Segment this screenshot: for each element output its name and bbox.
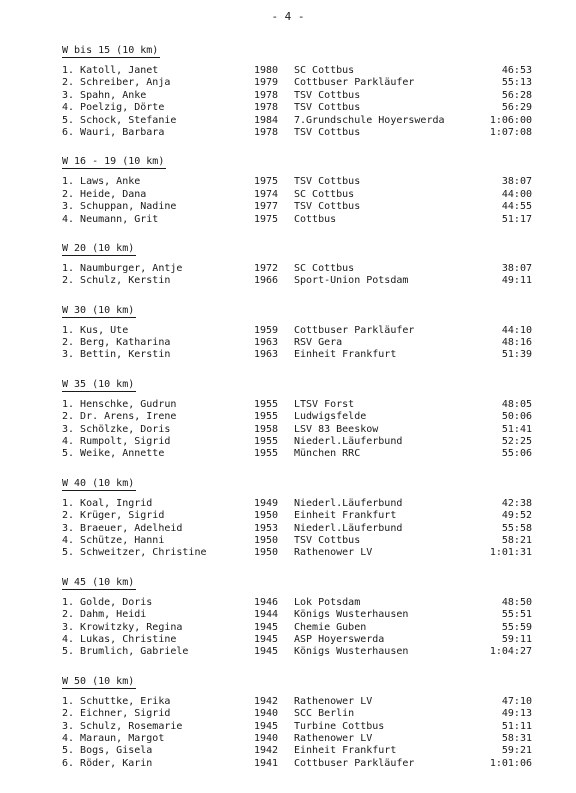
birth-year: 1945 (254, 720, 279, 732)
category-section (62, 149, 532, 226)
birth-year: 1955 (254, 398, 279, 410)
finish-time: 1:01:31 (489, 547, 532, 559)
result-row (62, 201, 532, 213)
club-name: Chemie Guben (294, 621, 367, 633)
finish-time: 48:05 (501, 398, 532, 410)
athlete-name: 4. Rumpolt, Sigrid (62, 436, 171, 448)
club-name: TSV Cottbus (294, 89, 361, 101)
athlete-name: 3. Braeuer, Adelheid (62, 522, 183, 534)
birth-year: 1978 (254, 102, 279, 114)
category-section (62, 298, 532, 362)
club-name: Niederl.Läuferbund (294, 497, 403, 509)
birth-year: 1975 (254, 213, 279, 225)
club-name: TSV Cottbus (294, 201, 361, 213)
result-row (62, 597, 532, 609)
result-row (62, 721, 532, 733)
finish-time: 47:10 (501, 695, 532, 707)
club-name: München RRC (294, 448, 361, 460)
finish-time: 52:25 (501, 436, 532, 448)
result-row (62, 127, 532, 139)
result-row (62, 745, 532, 757)
club-name: Niederl.Läuferbund (294, 522, 403, 534)
result-row (62, 325, 532, 337)
club-name: Rathenower LV (294, 695, 373, 707)
result-row (62, 733, 532, 745)
athlete-name: 6. Röder, Karin (62, 757, 153, 769)
birth-year: 1941 (254, 757, 279, 769)
athlete-name: 1. Golde, Doris (62, 596, 153, 608)
athlete-name: 1. Henschke, Gudrun (62, 398, 177, 410)
club-name: Sport-Union Potsdam (294, 275, 409, 287)
club-name: Königs Wusterhausen (294, 646, 409, 658)
athlete-name: 2. Dr. Arens, Irene (62, 411, 177, 423)
birth-year: 1944 (254, 609, 279, 621)
club-name: TSV Cottbus (294, 534, 361, 546)
category-section (62, 236, 532, 288)
birth-year: 1945 (254, 633, 279, 645)
athlete-name: 5. Schweitzer, Christine (62, 547, 207, 559)
athlete-name: 2. Eichner, Sigrid (62, 708, 171, 720)
club-name: ASP Hoyerswerda (294, 633, 385, 645)
birth-year: 1945 (254, 646, 279, 658)
result-row (62, 535, 532, 547)
finish-time: 44:00 (501, 188, 532, 200)
result-row (62, 411, 532, 423)
club-name: Niederl.Läuferbund (294, 436, 403, 448)
birth-year: 1984 (254, 114, 279, 126)
category-heading: W 16 - 19 (10 km) (62, 156, 165, 168)
category-section (62, 38, 532, 139)
category-heading: W 40 (10 km) (62, 477, 135, 489)
club-name: Einheit Frankfurt (294, 745, 397, 757)
result-row (62, 214, 532, 226)
club-name: RSV Gera (294, 337, 343, 349)
result-row (62, 102, 532, 114)
club-name: Einheit Frankfurt (294, 510, 397, 522)
finish-time: 56:28 (501, 89, 532, 101)
category-heading: W 35 (10 km) (62, 378, 135, 390)
athlete-name: 3. Spahn, Anke (62, 89, 147, 101)
result-row (62, 523, 532, 535)
finish-time: 46:53 (501, 65, 532, 76)
athlete-name: 4. Neumann, Grit (62, 213, 159, 225)
athlete-name: 3. Schuppan, Nadine (62, 201, 177, 213)
birth-year: 1950 (254, 547, 279, 559)
results-list (62, 38, 532, 780)
category-heading: W 50 (10 km) (62, 675, 135, 687)
club-name: TSV Cottbus (294, 176, 361, 188)
result-row (62, 436, 532, 448)
birth-year: 1946 (254, 596, 279, 608)
birth-year: 1953 (254, 522, 279, 534)
result-row (62, 399, 532, 411)
page-number: - 4 - (271, 10, 305, 23)
club-name: Lok Potsdam (294, 596, 361, 608)
birth-year: 1959 (254, 324, 279, 336)
birth-year: 1950 (254, 510, 279, 522)
birth-year: 1979 (254, 77, 279, 89)
club-name: LTSV Forst (294, 398, 355, 410)
athlete-name: 2. Berg, Katharina (62, 337, 171, 349)
birth-year: 1975 (254, 176, 279, 188)
club-name: 7.Grundschule Hoyerswerda (294, 114, 445, 126)
club-name: SCC Berlin (294, 708, 355, 720)
result-row (62, 708, 532, 720)
finish-time: 1:06:00 (489, 114, 532, 126)
athlete-name: 6. Wauri, Barbara (62, 126, 165, 138)
birth-year: 1955 (254, 411, 279, 423)
club-name: Cottbus (294, 213, 337, 225)
result-row (62, 424, 532, 436)
result-row (62, 622, 532, 634)
athlete-name: 3. Schölzke, Doris (62, 423, 171, 435)
birth-year: 1945 (254, 621, 279, 633)
finish-time: 48:50 (501, 596, 532, 608)
category-section (62, 372, 532, 461)
finish-time: 1:04:27 (489, 646, 532, 658)
result-row (62, 634, 532, 646)
result-row (62, 349, 532, 361)
club-name: SC Cottbus (294, 188, 355, 200)
club-name: Rathenower LV (294, 547, 373, 559)
athlete-name: 3. Schulz, Rosemarie (62, 720, 183, 732)
club-name: LSV 83 Beeskow (294, 423, 379, 435)
finish-time: 38:07 (501, 262, 532, 274)
athlete-name: 2. Krüger, Sigrid (62, 510, 165, 522)
birth-year: 1958 (254, 423, 279, 435)
finish-time: 1:07:08 (489, 126, 532, 138)
birth-year: 1955 (254, 448, 279, 460)
club-name: Einheit Frankfurt (294, 349, 397, 361)
club-name: SC Cottbus (294, 262, 355, 274)
birth-year: 1950 (254, 534, 279, 546)
athlete-name: 1. Laws, Anke (62, 176, 141, 188)
category-heading: W bis 15 (10 km) (62, 45, 159, 56)
finish-time: 42:38 (501, 497, 532, 509)
finish-time: 49:52 (501, 510, 532, 522)
result-row (62, 115, 532, 127)
finish-time: 51:17 (501, 213, 532, 225)
finish-time: 56:29 (501, 102, 532, 114)
club-name: Cottbuser Parkläufer (294, 77, 415, 89)
category-heading: W 45 (10 km) (62, 576, 135, 588)
athlete-name: 4. Lukas, Christine (62, 633, 177, 645)
finish-time: 44:55 (501, 201, 532, 213)
athlete-name: 5. Bogs, Gisela (62, 745, 153, 757)
athlete-name: 1. Koal, Ingrid (62, 497, 153, 509)
athlete-name: 3. Bettin, Kerstin (62, 349, 171, 361)
finish-time: 55:51 (501, 609, 532, 621)
club-name: Turbine Cottbus (294, 720, 385, 732)
finish-time: 55:06 (501, 448, 532, 460)
birth-year: 1940 (254, 708, 279, 720)
club-name: Cottbuser Parkläufer (294, 324, 415, 336)
club-name: SC Cottbus (294, 65, 355, 76)
athlete-name: 2. Schulz, Kerstin (62, 275, 171, 287)
athlete-name: 1. Naumburger, Antje (62, 262, 183, 274)
category-section (62, 570, 532, 659)
finish-time: 58:21 (501, 534, 532, 546)
finish-time: 59:11 (501, 633, 532, 645)
club-name: Ludwigsfelde (294, 411, 367, 423)
athlete-name: 4. Maraun, Margot (62, 732, 165, 744)
result-row (62, 77, 532, 89)
finish-time: 49:13 (501, 708, 532, 720)
athlete-name: 1. Schuttke, Erika (62, 695, 171, 707)
finish-time: 48:16 (501, 337, 532, 349)
athlete-name: 2. Schreiber, Anja (62, 77, 171, 89)
result-row (62, 510, 532, 522)
birth-year: 1974 (254, 188, 279, 200)
category-section (62, 669, 532, 770)
finish-time: 51:41 (501, 423, 532, 435)
finish-time: 44:10 (501, 324, 532, 336)
result-row (62, 498, 532, 510)
club-name: Cottbuser Parkläufer (294, 757, 415, 769)
result-row (62, 609, 532, 621)
birth-year: 1966 (254, 275, 279, 287)
result-row (62, 758, 532, 770)
result-row (62, 646, 532, 658)
athlete-name: 5. Weike, Annette (62, 448, 165, 460)
result-row (62, 275, 532, 287)
birth-year: 1980 (254, 65, 279, 76)
finish-time: 55:13 (501, 77, 532, 89)
category-heading: W 20 (10 km) (62, 242, 135, 254)
finish-time: 51:39 (501, 349, 532, 361)
category-section (62, 471, 532, 560)
birth-year: 1977 (254, 201, 279, 213)
club-name: Königs Wusterhausen (294, 609, 409, 621)
birth-year: 1978 (254, 89, 279, 101)
birth-year: 1940 (254, 732, 279, 744)
athlete-name: 5. Brumlich, Gabriele (62, 646, 189, 658)
birth-year: 1963 (254, 337, 279, 349)
athlete-name: 2. Heide, Dana (62, 188, 147, 200)
result-row (62, 176, 532, 188)
birth-year: 1942 (254, 745, 279, 757)
birth-year: 1972 (254, 262, 279, 274)
club-name: Rathenower LV (294, 732, 373, 744)
finish-time: 49:11 (501, 275, 532, 287)
result-row (62, 547, 532, 559)
athlete-name: 5. Schock, Stefanie (62, 114, 177, 126)
result-row (62, 696, 532, 708)
birth-year: 1942 (254, 695, 279, 707)
birth-year: 1963 (254, 349, 279, 361)
finish-time: 55:59 (501, 621, 532, 633)
athlete-name: 4. Schütze, Hanni (62, 534, 165, 546)
result-row (62, 90, 532, 102)
result-row (62, 337, 532, 349)
result-row (62, 189, 532, 201)
finish-time: 1:01:06 (489, 757, 532, 769)
finish-time: 51:11 (501, 720, 532, 732)
athlete-name: 4. Poelzig, Dörte (62, 102, 165, 114)
athlete-name: 2. Dahm, Heidi (62, 609, 147, 621)
category-heading: W 30 (10 km) (62, 304, 135, 316)
result-row (62, 448, 532, 460)
athlete-name: 1. Kus, Ute (62, 324, 129, 336)
finish-time: 50:06 (501, 411, 532, 423)
birth-year: 1978 (254, 126, 279, 138)
finish-time: 38:07 (501, 176, 532, 188)
birth-year: 1949 (254, 497, 279, 509)
birth-year: 1955 (254, 436, 279, 448)
finish-time: 58:31 (501, 732, 532, 744)
club-name: TSV Cottbus (294, 102, 361, 114)
finish-time: 55:58 (501, 522, 532, 534)
athlete-name: 3. Krowitzky, Regina (62, 621, 183, 633)
result-row (62, 65, 532, 77)
result-row (62, 263, 532, 275)
finish-time: 59:21 (501, 745, 532, 757)
club-name: TSV Cottbus (294, 126, 361, 138)
athlete-name: 1. Katoll, Janet (62, 65, 159, 76)
